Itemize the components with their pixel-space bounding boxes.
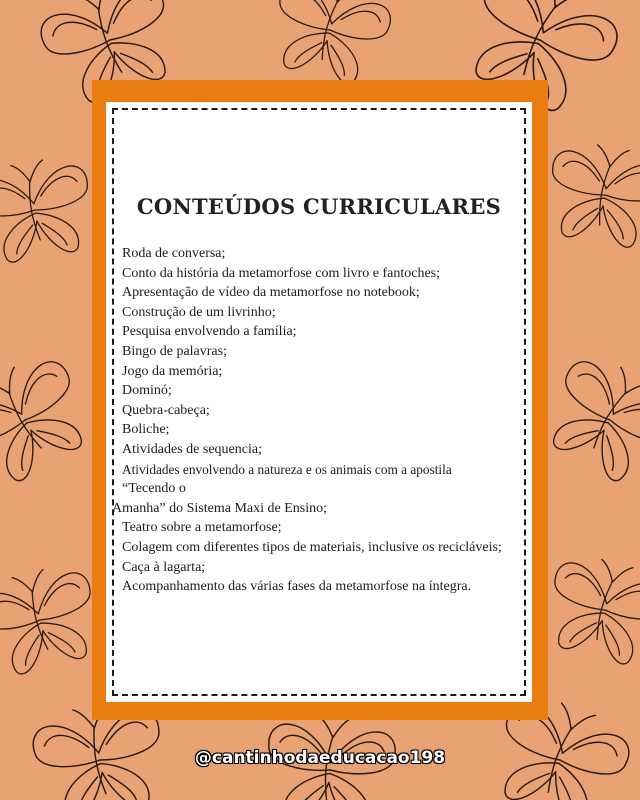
- list-item: Caça à lagarta;: [122, 559, 206, 575]
- curriculum-list: [112, 244, 524, 597]
- list-item: Jogo da memória;: [122, 363, 223, 379]
- list-item: Atividades de sequencia;: [122, 441, 262, 457]
- list-item: Amanha” do Sistema Maxi de Ensino;: [112, 500, 328, 516]
- list-item: Boliche;: [122, 422, 170, 438]
- content-card: [106, 102, 532, 702]
- list-item: “Tecendo o: [122, 481, 186, 497]
- list-item: Bingo de palavras;: [122, 343, 227, 359]
- page-title: CONTEÚDOS CURRICULARES: [136, 194, 502, 219]
- orange-frame: [92, 80, 548, 720]
- list-item: Teatro sobre a metamorfose;: [122, 520, 282, 536]
- list-item: Roda de conversa;: [122, 246, 226, 261]
- list-item: Pesquisa envolvendo a família;: [122, 324, 297, 340]
- instagram-handle: @cantinhodaeducacao198: [194, 748, 446, 768]
- list-item: Conto da história da metamorfose com livro e fantoches;: [122, 265, 441, 281]
- list-item: Construção de um livrinho;: [122, 304, 276, 320]
- list-item: Acompanhamento das várias fases da metamorfose na íntegra.: [122, 579, 472, 595]
- list-item: Apresentação de vídeo da metamorfose no notebook;: [122, 285, 420, 301]
- list-item: Atividades envolvendo a natureza e os animais com a apostila: [122, 461, 452, 477]
- list-item: Colagem com diferentes tipos de materiais, inclusive os recicláveis;: [122, 539, 502, 555]
- list-item: Quebra-cabeça;: [122, 402, 210, 418]
- list-item: Dominó;: [122, 383, 172, 399]
